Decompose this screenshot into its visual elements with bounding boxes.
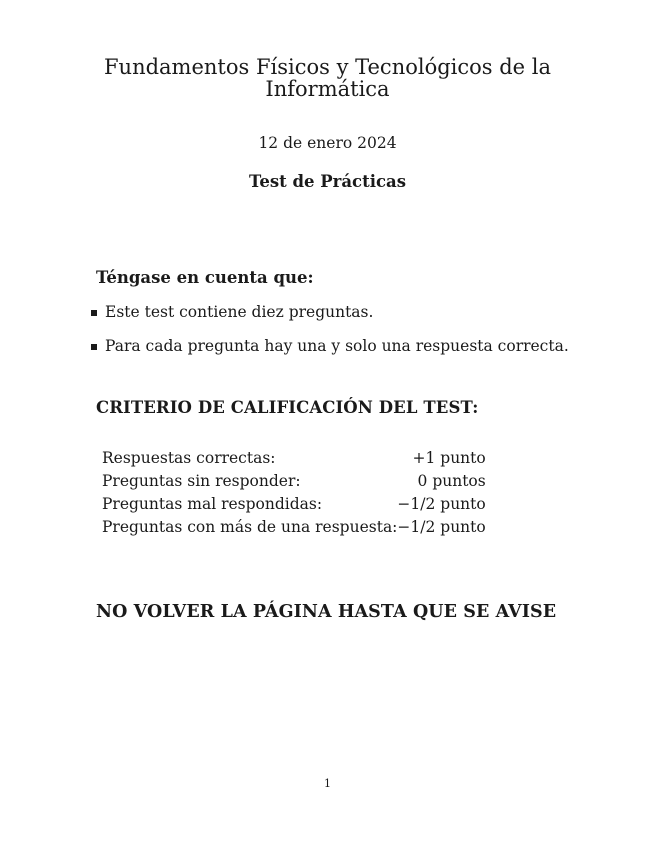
grading-label: Preguntas sin responder:	[102, 472, 301, 490]
notes-list	[91, 301, 569, 369]
table-row	[102, 470, 486, 493]
square-bullet-icon	[91, 310, 97, 316]
grading-table	[102, 447, 486, 539]
grading-value: −1/2 punto	[397, 518, 486, 536]
grading-label: Preguntas mal respondidas:	[102, 495, 323, 513]
list-item	[91, 335, 569, 357]
warning-text: NO VOLVER LA PÁGINA HASTA QUE SE AVISE	[96, 602, 557, 622]
title-line-2: Informática	[265, 77, 390, 101]
grading-label: Respuestas correctas:	[102, 449, 276, 467]
document-date: 12 de enero 2024	[258, 134, 397, 152]
page-number: 1	[324, 777, 331, 790]
grading-value: −1/2 punto	[397, 495, 486, 513]
note-heading: Téngase en cuenta que:	[96, 268, 314, 287]
square-bullet-icon	[91, 344, 97, 350]
grading-value: +1 punto	[412, 449, 486, 467]
document-subtitle: Test de Prácticas	[248, 172, 407, 191]
table-row	[102, 516, 486, 539]
title-line-1: Fundamentos Físicos y Tecnológicos de la	[103, 55, 552, 79]
grading-value: 0 puntos	[417, 472, 486, 490]
grading-label: Preguntas con más de una respuesta:	[102, 518, 398, 536]
table-row	[102, 493, 486, 516]
note-text: Este test contiene diez preguntas.	[105, 303, 374, 321]
list-item	[91, 301, 569, 323]
note-text: Para cada pregunta hay una y solo una respuesta correcta.	[105, 337, 569, 355]
document-title	[0, 56, 655, 100]
table-row	[102, 447, 486, 470]
criteria-heading: CRITERIO DE CALIFICACIÓN DEL TEST:	[96, 398, 479, 417]
